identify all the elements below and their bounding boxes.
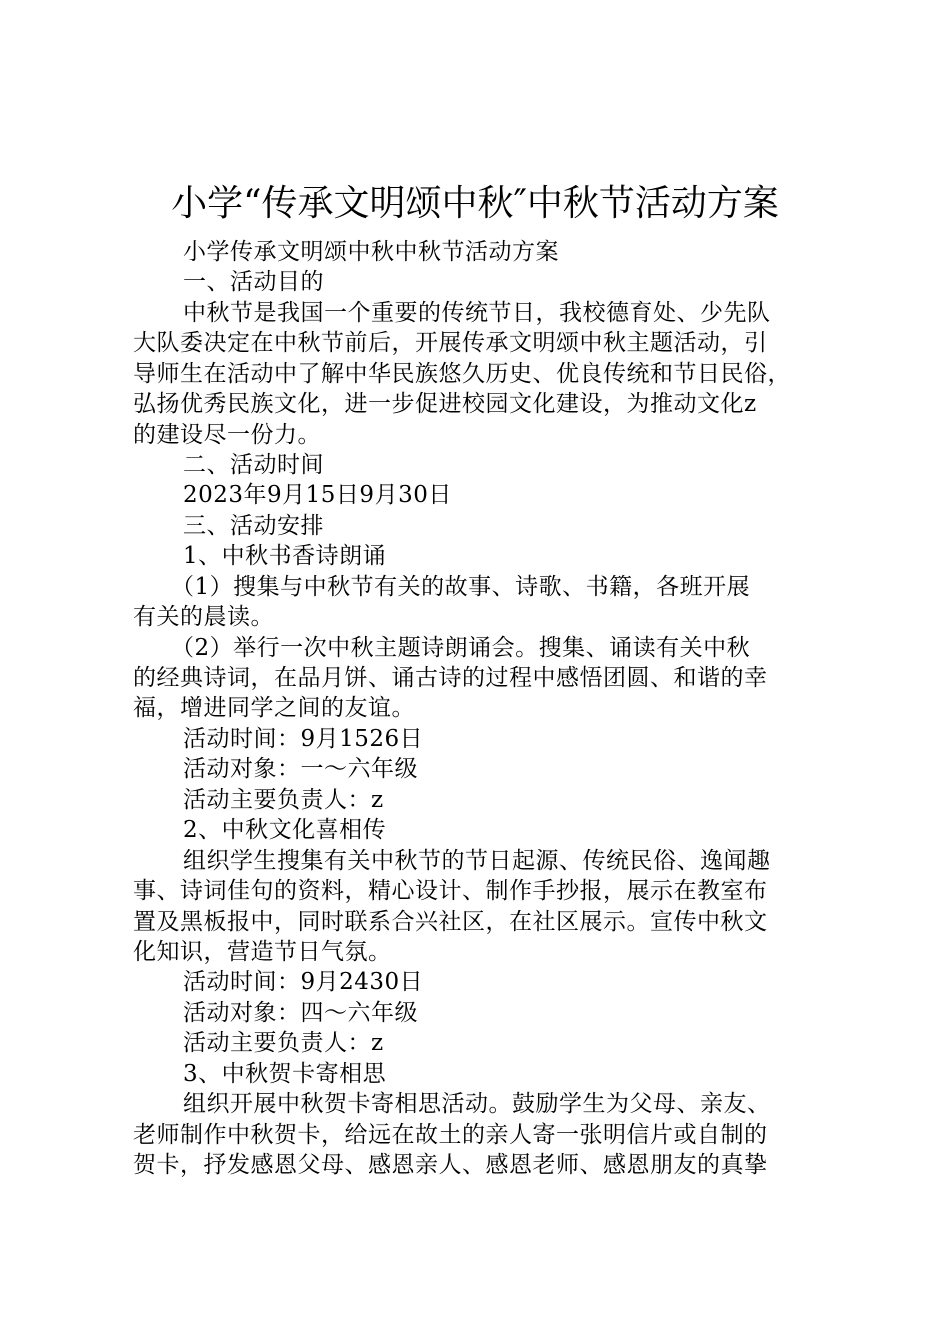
body-line: 一、活动目的 [183,269,324,295]
body-line: 老师制作中秋贺卡，给远在故土的亲人寄一张明信片或自制的 [133,1122,768,1148]
body-line: （1）搜集与中秋节有关的故事、诗歌、书籍，各班开展 [171,574,751,600]
body-line: 2023年9月15日9月30日 [183,482,452,508]
body-line: 的建设尽一份力。 [133,422,321,448]
body-line: 弘扬优秀民族文化，进一步促进校园文化建设，为推动文化z [133,391,757,417]
body-line: 活动时间：9月1526日 [183,726,424,752]
body-line: 组织学生搜集有关中秋节的节日起源、传统民俗、逸闻趣 [183,848,771,874]
body-line: 化知识，营造节日气氛。 [133,939,392,965]
document-title: 小学“传承文明颂中秋″中秋节活动方案 [171,183,779,224]
body-line: 2、中秋文化喜相传 [183,817,387,843]
body-line: 活动时间：9月2430日 [183,969,424,995]
body-line: 导师生在活动中了解中华民族悠久历史、优良传统和节日民俗， [133,361,791,387]
body-line: 中秋节是我国一个重要的传统节日，我校德育处、少先队 [183,300,771,326]
body-line: 活动对象：四～六年级 [183,1000,418,1026]
body-line: 二、活动时间 [183,452,324,478]
body-line: 事、诗词佳句的资料，精心设计、制作手抄报，展示在教室布 [133,878,768,904]
body-line: 福，增进同学之间的友谊。 [133,695,415,721]
body-line: 的经典诗词，在品月饼、诵古诗的过程中感悟团圆、和谐的幸 [133,665,768,691]
body-line: 贺卡，抒发感恩父母、感恩亲人、感恩老师、感恩朋友的真挚 [133,1152,768,1178]
body-line: 小学传承文明颂中秋中秋节活动方案 [183,239,559,265]
body-line: 1、中秋书香诗朗诵 [183,543,387,569]
body-line: 3、中秋贺卡寄相思 [183,1061,387,1087]
body-line: 大队委决定在中秋节前后，开展传承文明颂中秋主题活动，引 [133,330,768,356]
body-line: 置及黑板报中，同时联系合兴社区，在社区展示。宣传中秋文 [133,909,768,935]
body-line: 活动主要负责人：z [183,1030,384,1056]
body-line: 组织开展中秋贺卡寄相思活动。鼓励学生为父母、亲友、 [183,1091,771,1117]
body-line: （2）举行一次中秋主题诗朗诵会。搜集、诵读有关中秋 [171,635,751,661]
body-line: 活动主要负责人：z [183,787,384,813]
body-line: 有关的晨读。 [133,604,274,630]
body-line: 活动对象：一～六年级 [183,756,418,782]
body-line: 三、活动安排 [183,513,324,539]
